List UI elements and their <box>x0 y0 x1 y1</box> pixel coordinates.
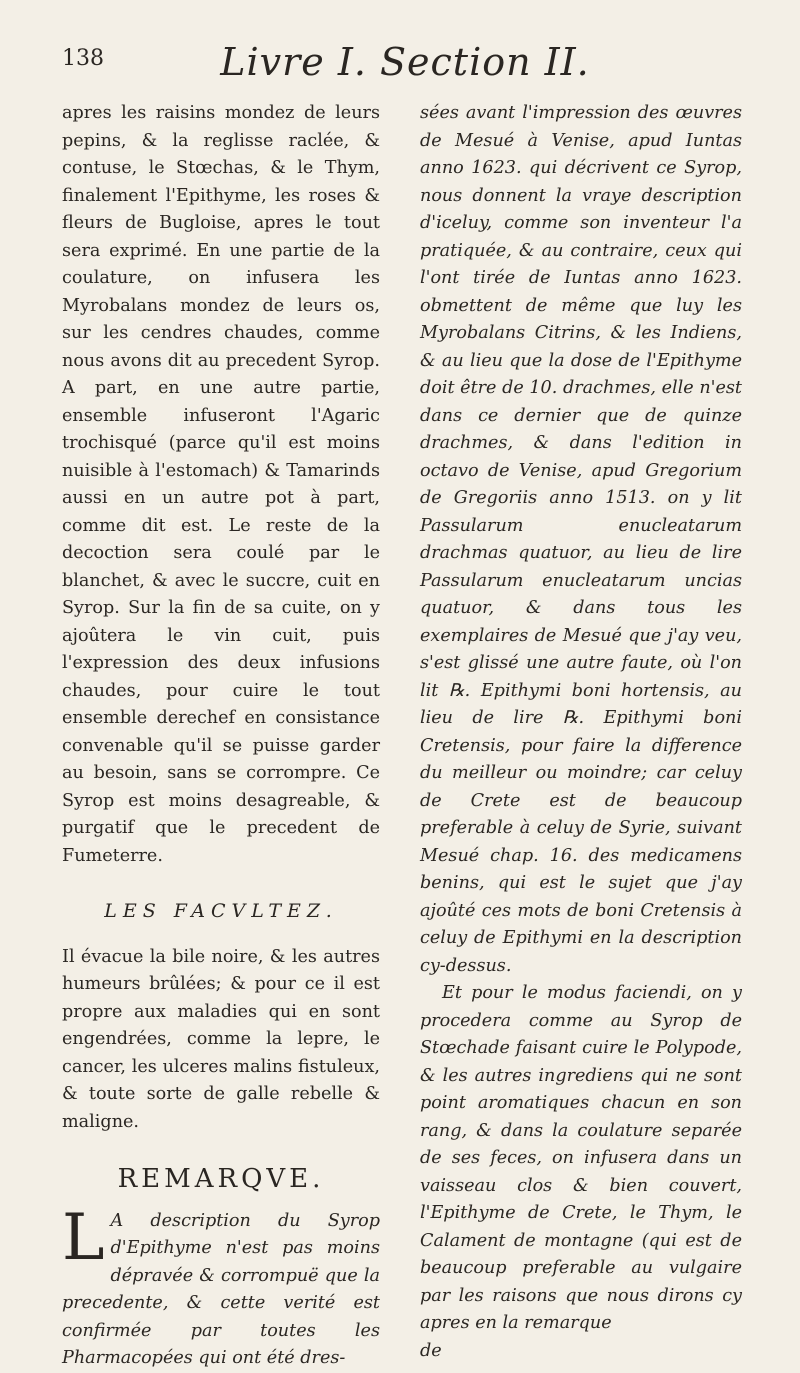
section-heading: LES FACVLTEZ. <box>104 900 338 922</box>
body-paragraph: Il évacue la bile noire, & les autres humeurs brûlées; & pour ce il est propre aux maladies qui en sont engendrées, comme la lepre, le cancer, les ulceres malins fistuleux, & toute sorte de galle rebelle & maligne. <box>62 946 380 1132</box>
left-column <box>62 100 380 1373</box>
remark-block <box>62 1200 380 1373</box>
body-paragraph: apres les raisins mondez de leurs pepins, & la reglisse raclée, & contuse, le Stœchas, & le Thym, finalement l'Epithyme, les roses & fleurs de Bugloise, apres le tout sera exprimé. En une partie de la coulature, on infusera les Myrobalans mondez de leurs os, sur les cendres chaudes, comme nous avons dit au precedent Syrop. A part, en une autre partie, ensemble infuseront l'Agaric trochisqué (parce qu'il est moins nuisible à l'estomach) & Tamarinds aussi en un autre pot à part, comme dit est. Le reste de la decoction sera coulé par le blanchet, & avec le succre, cuit en Syrop. Sur la fin de sa cuite, on y ajoûtera le vin cuit, puis l'expression des deux infusions chaudes, pour cuire le tout ensemble derechef en consistance convenable qu'il se puisse garder au besoin, sans se corrompre. Ce Syrop est moins desagreable, & purgatif que le precedent de Fumeterre. <box>62 103 380 866</box>
remark-text: A description du Syrop d'Epithyme n'est pas moins dépravée & corrompuë que la precedente, & cette verité est confirmée par toutes les Pharmacopées qui ont été dres- <box>62 1210 380 1368</box>
drop-capital: L <box>62 1200 105 1275</box>
catchword: de <box>420 1340 442 1361</box>
body-paragraph: Et pour le modus faciendi, on y procedera comme au Syrop de Stœchade faisant cuire le Polypode, & les autres ingrediens qui ne sont point aromatiques chacun en son rang, & dans la coulature separée de ses feces, on infusera dans un vaisseau clos & bien couvert, l'Epithyme de Crete, le Thym, le Calament de montagne (qui est de beaucoup preferable au vulgaire par les raisons que nous dirons cy apres en la remarque <box>420 983 742 1333</box>
remark-heading: REMARQVE. <box>117 1164 325 1194</box>
right-column <box>420 100 742 1365</box>
body-paragraph: sées avant l'impression des œuvres de Mesué à Venise, apud Iuntas anno 1623. qui décrivent ce Syrop, nous donnent la vraye description d'iceluy, comme son inventeur l'a pratiquée, & au contraire, ceux qui l'ont tirée de Iuntas anno 1623. obmettent de même que luy les Myrobalans Citrins, & les Indiens, & au lieu que la dose de l'Epithyme doit être de 10. drachmes, elle n'est dans ce dernier que de quinze drachmes, & dans l'edition in octavo de Venise, apud Gregorium de Gregoriis anno 1513. on y lit Passularum enucleatarum drachmas quatuor, au lieu de lire Passularum enucleatarum uncias quatuor, & dans tous les exemplaires de Mesué que j'ay veu, s'est glissé une autre faute, où l'on lit ℞. Epithymi boni hortensis, au lieu de lire ℞. Epithymi boni Cretensis, pour faire la difference du meilleur ou moindre; car celuy de Crete est de beaucoup preferable à celuy de Syrie, suivant Mesué chap. 16. des medicamens benins, qui est le sujet que j'ay ajoûté ces mots de boni Cretensis à celuy de Epithymi en la description cy-dessus. <box>420 103 742 976</box>
page-header <box>50 38 760 88</box>
page-number: 138 <box>62 46 104 71</box>
running-title: Livre I. Section II. <box>220 40 590 84</box>
